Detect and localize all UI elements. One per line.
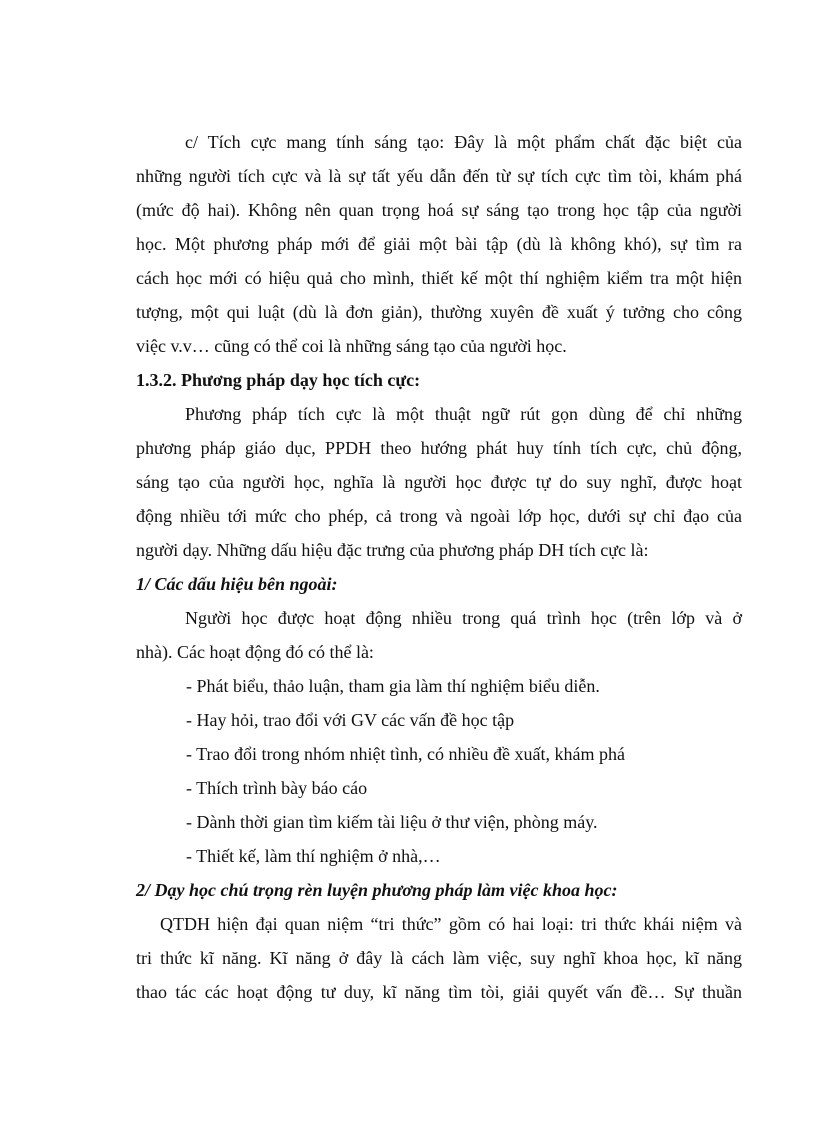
paragraph-method-line-4: động nhiều tới mức cho phép, cả trong và ngoài lớp học, dưới sự chỉ đạo của [136, 506, 742, 526]
paragraph-method-line-5: người dạy. Những dấu hiệu đặc trưng của phương pháp DH tích cực là: [136, 540, 649, 560]
paragraph-c-line-5: cách học mới có hiệu quả cho mình, thiết kế một thí nghiệm kiểm tra một hiện [136, 268, 742, 288]
paragraph-signs-line-2: nhà). Các hoạt động đó có thể là: [136, 642, 374, 662]
paragraph-qtdh-line-2: tri thức kĩ năng. Kĩ năng ở đây là cách làm việc, suy nghĩ khoa học, kĩ năng [136, 948, 742, 968]
list-item: - Trao đổi trong nhóm nhiệt tình, có nhiều đề xuất, khám phá [186, 744, 625, 764]
section-heading-1-3-2: 1.3.2. Phương pháp dạy học tích cực: [136, 370, 421, 390]
list-item: - Thiết kế, làm thí nghiệm ở nhà,… [186, 846, 441, 866]
paragraph-qtdh-line-1: QTDH hiện đại quan niệm “tri thức” gồm có hai loại: tri thức khái niệm và [160, 914, 742, 934]
list-item: - Hay hỏi, trao đổi với GV các vấn đề học tập [186, 710, 515, 730]
list-item: - Thích trình bày báo cáo [186, 778, 368, 798]
paragraph-c-line-2: những người tích cực và là sự tất yếu dẫn đến từ sự tích cực tìm tòi, khám phá [136, 166, 742, 186]
paragraph-c-line-4: học. Một phương pháp mới để giải một bài tập (dù là không khó), sự tìm ra [136, 234, 742, 254]
list-item: - Phát biểu, thảo luận, tham gia làm thí nghiệm biểu diễn. [186, 676, 600, 696]
paragraph-c-line-1: c/ Tích cực mang tính sáng tạo: Đây là một phẩm chất đặc biệt của [185, 132, 742, 152]
paragraph-c-line-6: tượng, một qui luật (dù là đơn giản), thường xuyên đề xuất ý tưởng cho công [136, 302, 742, 322]
subheading-scientific-method: 2/ Dạy học chú trọng rèn luyện phương pháp làm việc khoa học: [136, 880, 618, 900]
paragraph-signs-line-1: Người học được hoạt động nhiều trong quá trình học (trên lớp và ở [185, 608, 742, 628]
subheading-external-signs: 1/ Các dấu hiệu bên ngoài: [136, 574, 338, 594]
paragraph-method-line-3: sáng tạo của người học, nghĩa là người học được tự do suy nghĩ, được hoạt [136, 472, 742, 492]
paragraph-method-line-2: phương pháp giáo dục, PPDH theo hướng phát huy tính tích cực, chủ động, [136, 438, 742, 458]
paragraph-method-line-1: Phương pháp tích cực là một thuật ngữ rút gọn dùng để chỉ những [185, 404, 742, 424]
paragraph-c-line-3: (mức độ hai). Không nên quan trọng hoá sự sáng tạo trong học tập của người [136, 200, 742, 220]
paragraph-c-line-7: việc v.v… cũng có thể coi là những sáng tạo của người học. [136, 336, 567, 356]
paragraph-qtdh-line-3: thao tác các hoạt động tư duy, kĩ năng tìm tòi, giải quyết vấn đề… Sự thuần [136, 982, 742, 1002]
list-item: - Dành thời gian tìm kiếm tài liệu ở thư viện, phòng máy. [186, 812, 598, 832]
